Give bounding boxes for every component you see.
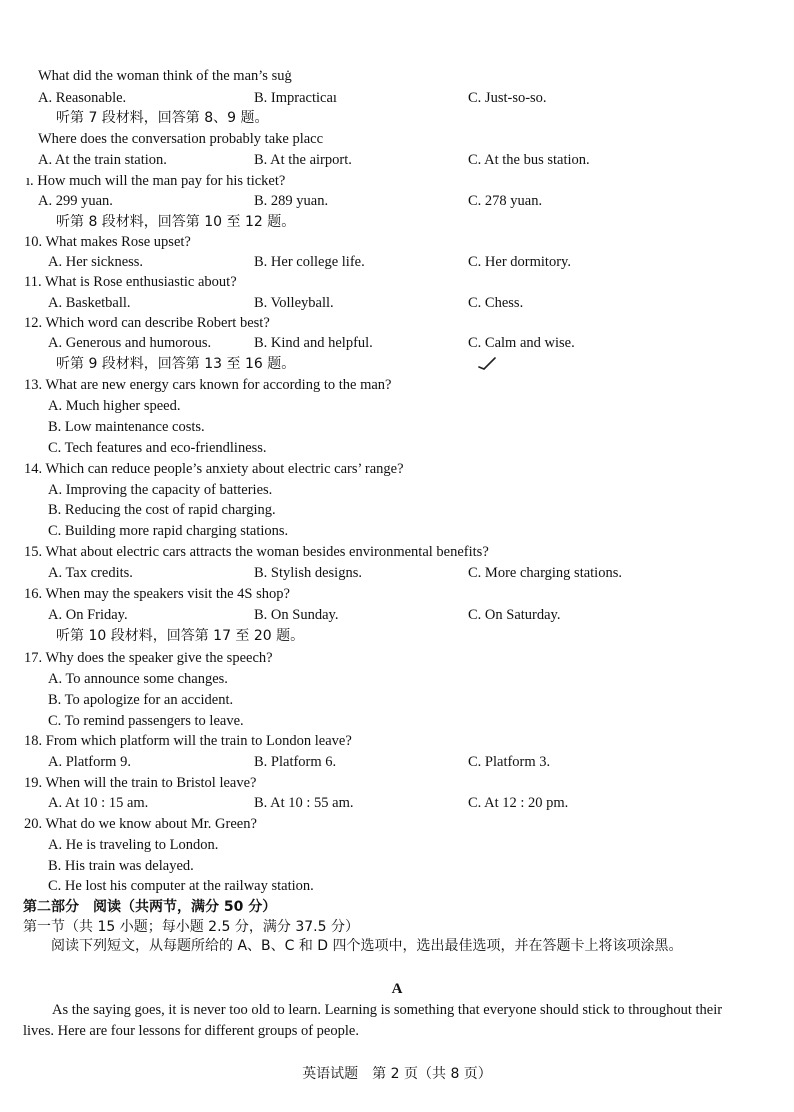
question-13-option-b [0,417,794,437]
question-6 [0,66,794,86]
option-b: B. At 10 : 55 am. [254,795,354,811]
question-17 [0,648,794,668]
question-15-options [0,563,794,583]
handwritten-check-mark-icon [478,356,496,370]
question-14 [0,459,794,479]
option-b: B. Her college life. [254,254,365,270]
section-heading: 第一节（共 15 小题；每小题 2.5 分，满分 37.5 分） [23,919,359,935]
section-heading-7: 听第 7 段材料，回答第 8、9 题。 [56,110,269,126]
question-15 [0,542,794,562]
option-a: A. Improving the capacity of batteries. [48,482,273,498]
question-18 [0,731,794,751]
option-c: C. Her dormitory. [468,254,571,270]
question-13-option-c [0,438,794,458]
question-17-option-c [0,711,794,731]
question-stem: 12. Which word can describe Robert best? [24,315,270,331]
option-a: A. He is traveling to London. [48,837,219,853]
question-11-options [0,293,794,313]
part-heading: 第二部分 阅读（共两节，满分 50 分） [23,899,277,915]
option-a: A. At the train station. [38,152,167,168]
question-20-option-c [0,876,794,896]
option-c: C. 278 yuan. [468,193,543,209]
option-c: C. He lost his computer at the railway station. [48,878,314,894]
question-20 [0,814,794,834]
option-a: A. Generous and humorous. [48,335,212,351]
question-9 [0,171,794,191]
option-c: C. Chess. [468,295,524,311]
option-b: B. Platform 6. [254,754,337,770]
section-heading-10: 听第 10 段材料，回答第 17 至 20 题。 [56,628,305,644]
question-8-options [0,150,794,170]
question-stem: 11. What is Rose enthusiastic about? [24,274,237,290]
question-14-option-b [0,500,794,520]
question-19-options [0,793,794,813]
option-c: C. To remind passengers to leave. [48,713,244,729]
option-b: B. Kind and helpful. [254,335,373,351]
question-16-options [0,605,794,625]
option-a: A. Much higher speed. [48,398,181,414]
question-stem: 10. What makes Rose upset? [24,234,191,250]
question-8 [0,129,794,149]
option-b: B. Reducing the cost of rapid charging. [48,502,276,518]
question-stem: 17. Why does the speaker give the speech? [24,650,273,666]
question-20-option-a [0,835,794,855]
option-a: A. Tax credits. [48,565,133,581]
option-a: A. To announce some changes. [48,671,228,687]
question-stem: ı. How much will the man pay for his ticket? [26,173,286,189]
question-13-option-a [0,396,794,416]
option-c: C. Building more rapid charging stations. [48,523,289,539]
option-c: C. Just-so-so. [468,90,547,106]
question-stem: 16. When may the speakers visit the 4S shop? [24,586,290,602]
question-13 [0,375,794,395]
option-a: A. On Friday. [48,607,128,623]
page-footer: 英语试题 第 2 页（共 8 页） [302,1066,492,1082]
passage-title: A [391,981,403,997]
question-17-option-b [0,690,794,710]
option-a: A. Her sickness. [48,254,144,270]
option-c: C. On Saturday. [468,607,561,623]
option-b: B. At the airport. [254,152,352,168]
question-20-option-b [0,856,794,876]
option-b: B. Impracticaı [254,90,337,106]
question-18-options [0,752,794,772]
question-9-options [0,191,794,211]
question-stem: Where does the conversation probably take placс [38,131,324,147]
option-b: B. Volleyball. [254,295,334,311]
question-10 [0,232,794,252]
option-b: B. 289 yuan. [254,193,329,209]
question-10-options [0,252,794,272]
option-c: C. Tech features and eco-friendliness. [48,440,267,456]
question-stem: 14. Which can reduce people’s anxiety about electric cars’ range? [24,461,404,477]
option-c: C. At 12 : 20 pm. [468,795,569,811]
option-a: A. Basketball. [48,295,131,311]
instruction-paragraph: 阅读下列短文，从每题所给的 A、B、C 和 D 四个选项中，选出最佳选项，并在答题卡上将该项涂黑。 [51,938,683,954]
question-stem: 13. What are new energy cars known for according to the man? [24,377,392,393]
passage-paragraph: As the saying goes, it is never too old to learn. Learning is something that everyone should stick to throughout their lives. Here are four lessons for different groups of people. [23,1002,723,1039]
question-stem: 18. From which platform will the train to London leave? [24,733,352,749]
question-stem: 19. When will the train to Bristol leave? [24,775,257,791]
question-19 [0,773,794,793]
question-11 [0,272,794,292]
option-c: C. Calm and wise. [468,335,575,351]
question-6-options [0,88,794,108]
question-stem: 20. What do we know about Mr. Green? [24,816,257,832]
question-stem: What did the woman think of the man’s suġ [38,68,292,84]
option-c: C. Platform 3. [468,754,551,770]
question-16 [0,584,794,604]
option-b: B. Low maintenance costs. [48,419,205,435]
section-heading-8: 听第 8 段材料，回答第 10 至 12 题。 [56,214,296,230]
option-c: C. More charging stations. [468,565,622,581]
option-b: B. His train was delayed. [48,858,194,874]
option-b: B. On Sunday. [254,607,339,623]
option-c: C. At the bus station. [468,152,590,168]
option-b: B. Stylish designs. [254,565,362,581]
option-b: B. To apologize for an accident. [48,692,234,708]
option-a: A. 299 yuan. [38,193,113,209]
option-a: A. At 10 : 15 am. [48,795,149,811]
question-stem: 15. What about electric cars attracts the woman besides environmental benefits? [24,544,489,560]
question-17-option-a [0,669,794,689]
question-12-options [0,333,794,353]
option-a: A. Platform 9. [48,754,131,770]
question-12 [0,313,794,333]
question-14-option-a [0,480,794,500]
question-14-option-c [0,521,794,541]
section-heading-9: 听第 9 段材料，回答第 13 至 16 题。 [56,356,296,372]
option-a: A. Reasonable. [38,90,127,106]
